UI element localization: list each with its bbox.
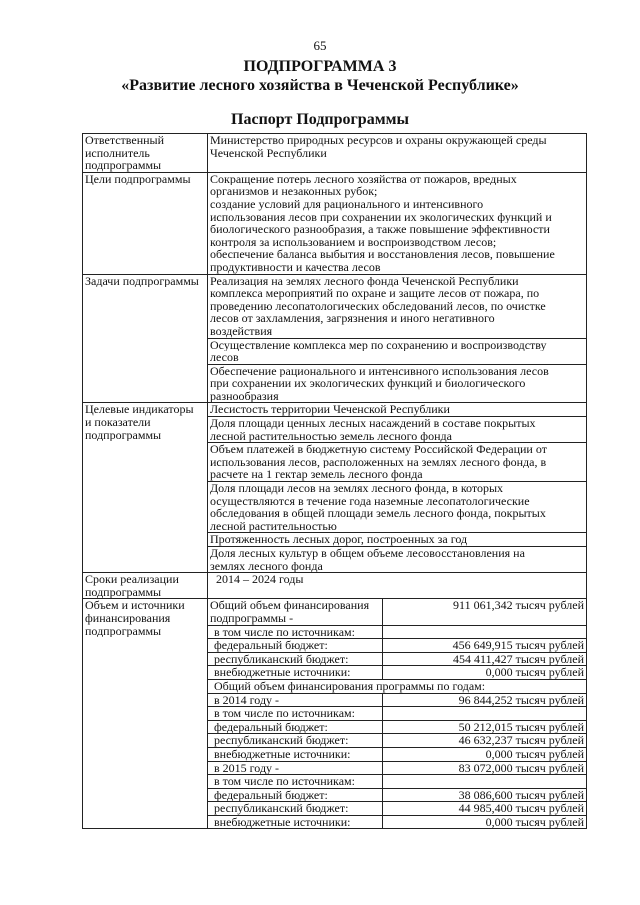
fin-row: внебюджетные источники: 0,000 тысяч рублей	[208, 815, 586, 828]
fin-total-row	[208, 599, 586, 625]
goals-value: Сокращение потерь лесного хозяйства от пожаров, вредных организмов и незаконных рубок; создание условий для рационального и интенсивного использования лесов при сохранении их экологических функций и биологического разнообразия, а также повышение эффективности контроля за использованием и воспроизводством лесов; обеспечение баланса выбытия и восстановления лесов, повышение продуктивности и качества лесов	[208, 172, 587, 274]
page-number: 65	[313, 38, 327, 53]
row-indicators	[83, 403, 587, 417]
fin-row: в 2015 году - 83 072,000 тысяч рублей	[208, 761, 586, 775]
passport-heading: Паспорт Подпрограммы	[231, 111, 409, 128]
indicator-item: Объем платежей в бюджетную систему Российской Федерации от использования лесов, расположенных на землях лесного фонда, в расчете на 1 гектар земель лесного фонда	[208, 443, 587, 482]
row-responsible	[83, 134, 587, 173]
fin-row: республиканский бюджет: 44 985,400 тысяч рублей	[208, 802, 586, 816]
indicators-label: Целевые индикаторы и показатели подпрограммы	[83, 403, 208, 573]
fin-row: федеральный бюджет: 38 086,600 тысяч рублей	[208, 788, 586, 802]
indicator-item: Лесистость территории Чеченской Республики	[208, 403, 587, 417]
row-tasks	[83, 274, 587, 338]
financing-label: Объем и источники финансирования подпрограммы	[83, 599, 208, 829]
financing-details	[208, 599, 587, 829]
row-financing	[83, 599, 587, 829]
fin-row: в том числе по источникам:	[208, 775, 586, 789]
row-goals	[83, 172, 587, 274]
indicator-item: Доля лесных культур в общем объеме лесовосстановления на землях лесного фонда	[208, 547, 587, 573]
passport-table	[82, 133, 587, 829]
fin-total-value: 911 061,342 тысяч рублей	[383, 599, 587, 625]
fin-row: федеральный бюджет: 50 212,015 тысяч рублей	[208, 720, 586, 734]
row-terms	[83, 573, 587, 599]
task-item: Реализация на землях лесного фонда Чеченской Республики комплекса мероприятий по охране и защите лесов от пожара, по проведению лесопатологических обследований лесов, по очистке лесов от захламления, загрязнения и иного негативного воздействия	[208, 274, 587, 338]
fin-total-label: Общий объем финансирования подпрограммы -	[208, 599, 383, 625]
task-item: Обеспечение рационального и интенсивного использования лесов при сохранении их экологических функций и биологического разнообразия	[208, 364, 587, 403]
task-item: Осуществление комплекса мер по сохранению и воспроизводству лесов	[208, 338, 587, 364]
fin-row: федеральный бюджет: 456 649,915 тысяч рублей	[208, 639, 586, 653]
indicator-item: Доля площади ценных лесных насаждений в составе покрытых лесной растительностью земель лесного фонда	[208, 417, 587, 443]
responsible-value: Министерство природных ресурсов и охраны окружающей среды Чеченской Республики	[208, 134, 587, 173]
tasks-label: Задачи подпрограммы	[83, 274, 208, 403]
terms-label: Сроки реализации подпрограммы	[83, 573, 208, 599]
fin-row: в том числе по источникам:	[208, 707, 586, 721]
fin-row: Общий объем финансирования программы по годам:	[208, 679, 586, 693]
subprogram-name: «Развитие лесного хозяйства в Чеченской Республике»	[121, 77, 519, 94]
fin-row: республиканский бюджет: 454 411,427 тысяч рублей	[208, 652, 586, 666]
goals-label: Цели подпрограммы	[83, 172, 208, 274]
subprogram-title: ПОДПРОГРАММА 3	[243, 58, 397, 75]
responsible-label: Ответственный исполнитель подпрограммы	[83, 134, 208, 173]
financing-table	[208, 599, 586, 828]
terms-value: 2014 – 2024 годы	[208, 573, 587, 599]
fin-row: в 2014 году - 96 844,252 тысяч рублей	[208, 693, 586, 707]
fin-row: внебюджетные источники: 0,000 тысяч рублей	[208, 747, 586, 761]
fin-row: в том числе по источникам:	[208, 625, 586, 639]
indicator-item: Протяженность лесных дорог, построенных за год	[208, 533, 587, 547]
fin-row: республиканский бюджет: 46 632,237 тысяч рублей	[208, 734, 586, 748]
indicator-item: Доля площади лесов на землях лесного фонда, в которых осуществляются в течение года наземные лесопатологические обследования в общей площади земель лесного фонда, покрытых лесной растительностью	[208, 482, 587, 533]
fin-row: внебюджетные источники: 0,000 тысяч рублей	[208, 666, 586, 680]
